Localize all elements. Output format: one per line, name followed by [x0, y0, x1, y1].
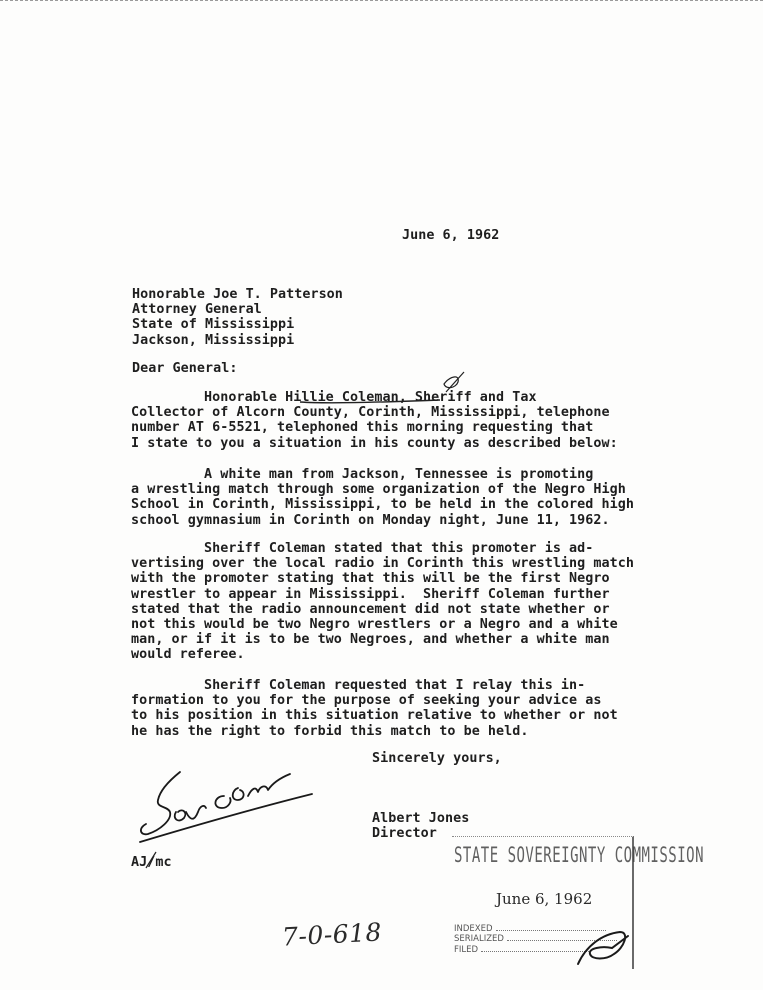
paragraph-line: to his position in this situation relative to whether or not: [131, 708, 618, 724]
paragraph-line: formation to you for the purpose of seeking your advice as: [131, 693, 602, 709]
paragraph-line: stated that the radio announcement did not state whether or: [131, 601, 610, 617]
stamp-date: June 6, 1962: [496, 890, 593, 908]
stamp-serialized-label: SERIALIZED: [454, 934, 504, 944]
stamp-initials-mark: [452, 836, 705, 972]
paragraph-line: Sheriff Coleman requested that I relay this in-: [131, 678, 586, 693]
paragraph-4: [131, 678, 618, 739]
stamp-indexed-label: INDEXED: [454, 924, 493, 934]
handwritten-signature: [140, 772, 312, 842]
address-line: Attorney General: [132, 302, 262, 318]
paragraph-line: Honorable Hillie Coleman, Sheriff and Tax: [131, 390, 537, 405]
address-line: State of Mississippi: [132, 317, 295, 333]
paragraph-line: a wrestling match through some organization of the Negro High: [131, 482, 626, 498]
paragraph-3: [131, 541, 634, 663]
paragraph-2: [131, 467, 634, 528]
page-edge-perforation: [0, 0, 763, 3]
address-line: Jackson, Mississippi: [132, 332, 295, 348]
paragraph-line: wrestler to appear in Mississippi. Sheriff Coleman further: [131, 586, 610, 602]
handwritten-file-number: 7-0-618: [281, 917, 383, 952]
paragraph-line: not this would be two Negro wrestlers or a Negro and a white: [131, 617, 618, 633]
signer-name: Albert Jones: [372, 811, 470, 826]
paragraph-1: [131, 390, 618, 451]
address-line: Honorable Joe T. Patterson: [132, 287, 343, 302]
correction-mark: [444, 377, 458, 388]
letter-date: June 6, 1962: [402, 228, 500, 243]
paragraph-line: with the promoter stating that this will be the first Negro: [131, 571, 610, 587]
typist-initials: AJ/mc: [131, 855, 172, 870]
paragraph-line: number AT 6-5521, telephoned this morning requesting that: [131, 420, 594, 436]
recipient-address: [132, 287, 343, 348]
correction-stroke: [446, 372, 464, 392]
paragraph-line: A white man from Jackson, Tennessee is promoting: [131, 467, 594, 482]
stamp-filed-label: FILED: [454, 945, 479, 955]
signer-title: Director: [372, 826, 437, 842]
paragraph-line: he has the right to forbid this match to be held.: [131, 723, 529, 739]
paragraph-line: school gymnasium in Corinth on Monday night, June 11, 1962.: [131, 512, 610, 528]
paragraph-line: vertising over the local radio in Corinth this wrestling match: [131, 556, 634, 572]
commission-stamp: [452, 836, 705, 972]
paragraph-line: I state to you a situation in his county as described below:: [131, 435, 618, 451]
salutation: Dear General:: [132, 361, 238, 376]
paragraph-line: Collector of Alcorn County, Corinth, Mississippi, telephone: [131, 405, 610, 421]
stamp-title: STATE SOVEREIGNTY COMMISSION: [454, 844, 705, 868]
closing: Sincerely yours,: [372, 751, 502, 766]
paragraph-line: Sheriff Coleman stated that this promoter is ad-: [131, 541, 594, 556]
paragraph-line: School in Corinth, Mississippi, to be held in the colored high: [131, 497, 634, 513]
paragraph-line: would referee.: [131, 647, 245, 663]
paragraph-line: man, or if it is to be two Negroes, and whether a white man: [131, 632, 610, 648]
